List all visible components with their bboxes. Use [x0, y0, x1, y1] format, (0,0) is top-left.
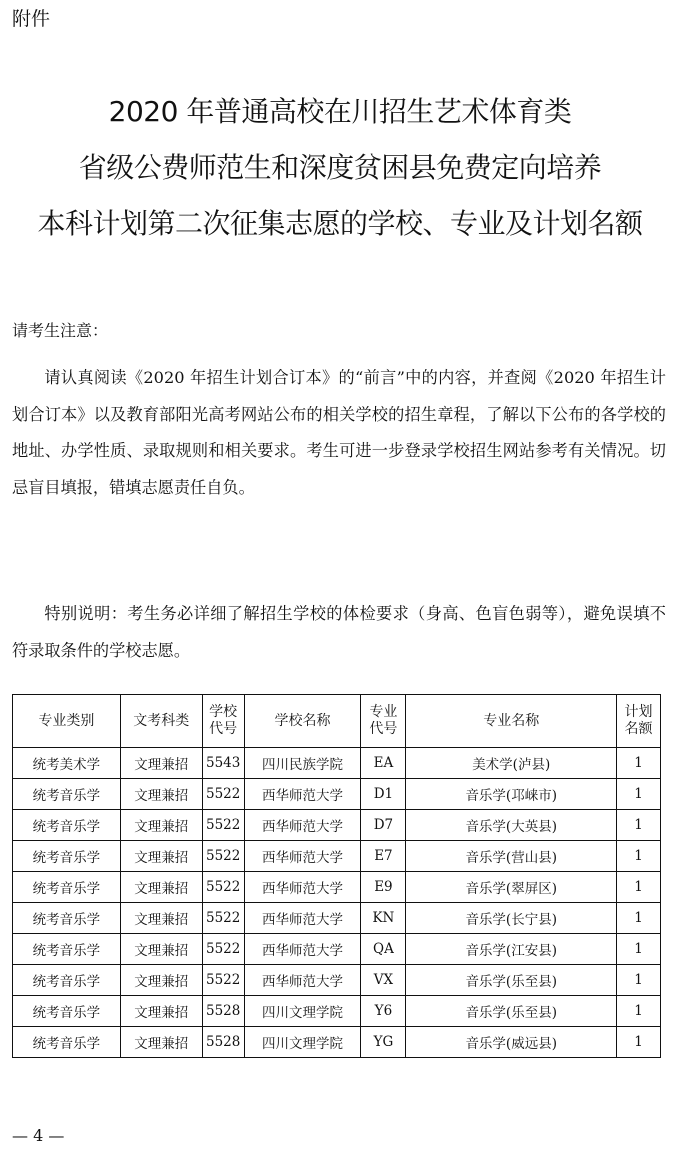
cell-category: 统考音乐学	[13, 841, 121, 872]
cell-major-name: 音乐学(营山县)	[406, 841, 617, 872]
cell-school-name: 西华师范大学	[244, 841, 361, 872]
table-header-row	[13, 695, 661, 748]
cell-major-code: E9	[361, 872, 406, 903]
table-row	[13, 841, 661, 872]
cell-school-code: 5522	[202, 841, 244, 872]
cell-subject: 文理兼招	[120, 779, 202, 810]
title-line-2: 省级公费师范生和深度贫困县免费定向培养	[78, 151, 602, 184]
cell-school-code: 5522	[202, 872, 244, 903]
cell-school-name: 四川民族学院	[244, 748, 361, 779]
cell-school-name: 西华师范大学	[244, 903, 361, 934]
cell-subject: 文理兼招	[120, 1027, 202, 1058]
cell-school-name: 四川文理学院	[244, 996, 361, 1027]
title-line-1: 2020 年普通高校在川招生艺术体育类	[108, 95, 572, 128]
cell-major-name: 音乐学(翠屏区)	[406, 872, 617, 903]
cell-major-code: EA	[361, 748, 406, 779]
cell-subject: 文理兼招	[120, 903, 202, 934]
table-row	[13, 748, 661, 779]
header-major-code: 专业 代号	[361, 695, 406, 748]
cell-major-name: 音乐学(乐至县)	[406, 996, 617, 1027]
cell-school-code: 5522	[202, 903, 244, 934]
cell-major-name: 音乐学(长宁县)	[406, 903, 617, 934]
cell-school-name: 四川文理学院	[244, 1027, 361, 1058]
cell-quota: 1	[617, 1027, 661, 1058]
cell-major-code: D1	[361, 779, 406, 810]
cell-major-name: 音乐学(邛崃市)	[406, 779, 617, 810]
header-subject: 文考科类	[120, 695, 202, 748]
cell-major-code: KN	[361, 903, 406, 934]
document-title	[0, 84, 680, 252]
cell-school-name: 西华师范大学	[244, 934, 361, 965]
cell-school-code: 5543	[202, 748, 244, 779]
cell-quota: 1	[617, 810, 661, 841]
header-major-name: 专业名称	[406, 695, 617, 748]
cell-subject: 文理兼招	[120, 841, 202, 872]
table-row	[13, 872, 661, 903]
table-row	[13, 903, 661, 934]
cell-school-name: 西华师范大学	[244, 872, 361, 903]
cell-subject: 文理兼招	[120, 810, 202, 841]
cell-school-name: 西华师范大学	[244, 810, 361, 841]
cell-school-name: 西华师范大学	[244, 779, 361, 810]
cell-quota: 1	[617, 872, 661, 903]
header-school-name: 学校名称	[244, 695, 361, 748]
cell-major-code: E7	[361, 841, 406, 872]
table-row	[13, 934, 661, 965]
table-row	[13, 1027, 661, 1058]
cell-school-code: 5528	[202, 996, 244, 1027]
title-line-3: 本科计划第二次征集志愿的学校、专业及计划名额	[37, 207, 643, 240]
cell-subject: 文理兼招	[120, 996, 202, 1027]
attachment-label: 附件	[12, 8, 51, 30]
table-row	[13, 779, 661, 810]
header-school-code: 学校 代号	[202, 695, 244, 748]
cell-category: 统考音乐学	[13, 996, 121, 1027]
cell-category: 统考音乐学	[13, 1027, 121, 1058]
cell-subject: 文理兼招	[120, 934, 202, 965]
cell-major-code: YG	[361, 1027, 406, 1058]
cell-major-name: 音乐学(江安县)	[406, 934, 617, 965]
cell-school-code: 5522	[202, 934, 244, 965]
special-note-paragraph: 特别说明：考生务必详细了解招生学校的体检要求（身高、色盲色弱等），避免误填不符录取条件的学校志愿。	[12, 604, 666, 660]
cell-category: 统考音乐学	[13, 965, 121, 996]
cell-category: 统考音乐学	[13, 903, 121, 934]
cell-quota: 1	[617, 748, 661, 779]
cell-subject: 文理兼招	[120, 748, 202, 779]
cell-category: 统考音乐学	[13, 872, 121, 903]
cell-category: 统考音乐学	[13, 934, 121, 965]
cell-school-name: 西华师范大学	[244, 965, 361, 996]
cell-school-code: 5522	[202, 965, 244, 996]
cell-quota: 1	[617, 903, 661, 934]
cell-major-code: Y6	[361, 996, 406, 1027]
cell-major-code: QA	[361, 934, 406, 965]
cell-school-code: 5522	[202, 810, 244, 841]
cell-category: 统考音乐学	[13, 810, 121, 841]
cell-major-name: 美术学(泸县)	[406, 748, 617, 779]
table-row	[13, 965, 661, 996]
cell-quota: 1	[617, 996, 661, 1027]
cell-quota: 1	[617, 779, 661, 810]
cell-major-name: 音乐学(大英县)	[406, 810, 617, 841]
table-row	[13, 810, 661, 841]
cell-quota: 1	[617, 841, 661, 872]
header-category: 专业类别	[13, 695, 121, 748]
page-number: — 4 —	[12, 1126, 65, 1145]
cell-major-name: 音乐学(乐至县)	[406, 965, 617, 996]
cell-subject: 文理兼招	[120, 965, 202, 996]
cell-major-name: 音乐学(威远县)	[406, 1027, 617, 1058]
cell-quota: 1	[617, 934, 661, 965]
cell-school-code: 5528	[202, 1027, 244, 1058]
instruction-paragraph: 请认真阅读《2020 年招生计划合订本》的“前言”中的内容，并查阅《2020 年招生计划合订本》以及教育部阳光高考网站公布的相关学校的招生章程，了解以下公布的各学校的地址、办学性质、录取规则和相关要求。考生可进一步登录学校招生网站参考有关情况。切忌盲目填报，错填志愿责任自负。	[12, 368, 666, 497]
notice-heading: 请考生注意：	[12, 321, 109, 340]
quota-table	[12, 694, 661, 1058]
cell-major-code: VX	[361, 965, 406, 996]
table-row	[13, 996, 661, 1027]
header-quota: 计划 名额	[617, 695, 661, 748]
cell-subject: 文理兼招	[120, 872, 202, 903]
cell-category: 统考音乐学	[13, 779, 121, 810]
cell-major-code: D7	[361, 810, 406, 841]
cell-quota: 1	[617, 965, 661, 996]
cell-school-code: 5522	[202, 779, 244, 810]
cell-category: 统考美术学	[13, 748, 121, 779]
